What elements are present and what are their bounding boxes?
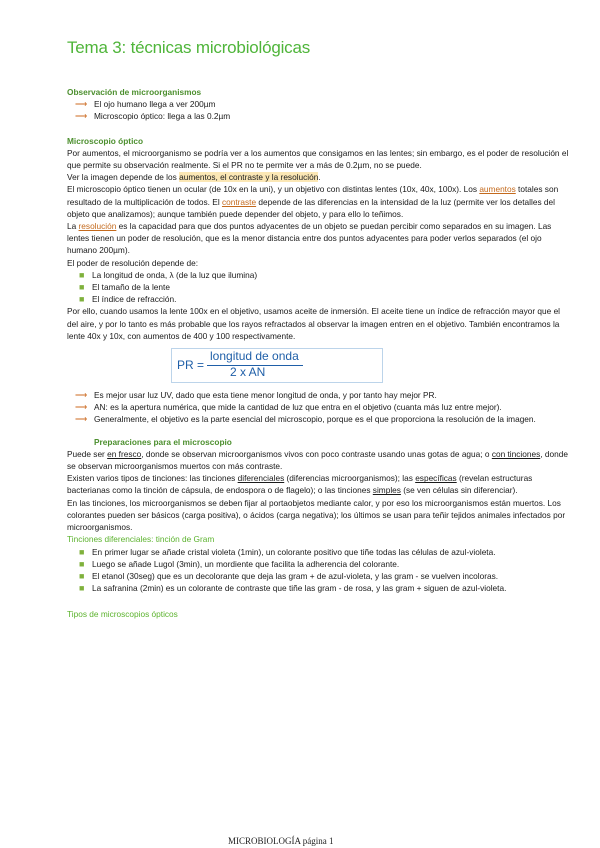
paragraph: Puede ser en fresco, donde se observan microorganismos vivos con poco contraste usando unas gotas de agua; o con tinciones, donde se observan microorganismos muertos con más contraste. — [67, 448, 568, 472]
arrow-list-item: ⟶ Es mejor usar luz UV, dado que esta tiene menor longitud de onda, y por tanto hay mejor PR. — [75, 390, 437, 401]
formula-lhs: PR = — [177, 358, 205, 373]
paragraph: Ver la imagen depende de los aumentos, el contraste y la resolución. — [67, 172, 321, 183]
bullet-list-item: ■ El índice de refracción. — [79, 294, 177, 305]
resolution-formula — [171, 348, 383, 383]
page-title: Tema 3: técnicas microbiológicas — [67, 38, 311, 57]
page-footer: MICROBIOLOGÍA página 1 — [228, 836, 334, 846]
bullet-list-item: ■ Luego se añade Lugol (3min), un mordiente que facilita la adherencia del colorante. — [79, 558, 400, 569]
bullet-list-item: ■ La longitud de onda, λ (de la luz que ilumina) — [79, 269, 258, 280]
formula-denominator: 2 x AN — [230, 365, 266, 380]
underlined-term: con tinciones — [491, 448, 541, 459]
underlined-term: aumentos — [479, 184, 516, 195]
section-heading-observacion: Observación de microorganismos — [67, 87, 202, 97]
section-heading-gram: Tinciones diferenciales: tinción de Gram — [67, 534, 215, 545]
bullet-icon: ■ — [79, 294, 85, 305]
arrow-list-item: ⟶ AN: es la apertura numérica, que mide la cantidad de luz que entra en el objetivo (cuanta más luz entre mejor). — [75, 402, 502, 413]
bullet-list-item: ■ La safranina (2min) es un colorante de contraste que tiñe las gram - de rosa, y las gram + siguen de azul-violeta. — [79, 583, 507, 594]
underlined-term: contraste — [221, 196, 257, 207]
underlined-term: diferenciales — [237, 473, 285, 484]
arrow-list-item: ⟶ Generalmente, el objetivo es la parte esencial del microscopio, porque es el que proporciona la resolución de la imagen. — [75, 414, 536, 425]
section-heading-tipos: Tipos de microscopios ópticos — [67, 609, 178, 620]
arrow-icon: ⟶ — [75, 99, 87, 110]
paragraph: Por ello, cuando usamos la lente 100x en el objetivo, usamos aceite de inmersión. El aceite tiene un índice de refracción mayor que el del aire, y por lo tanto es más probable que los rayos refractados al observar la imagen entren en el objetivo. También encontramos la lente 40x y 10x, con aumentos de 400 y 100 respectivamente. — [67, 306, 561, 341]
section-heading-microscopio: Microscopio óptico — [67, 135, 144, 146]
arrow-icon: ⟶ — [75, 414, 87, 425]
document-body — [67, 86, 572, 621]
arrow-list-item: ⟶ El ojo humano llega a ver 200µm — [75, 99, 216, 110]
arrow-list-item: ⟶ Microscopio óptico: llega a las 0.2µm — [75, 111, 231, 122]
bullet-icon: ■ — [79, 583, 85, 594]
underlined-term: en fresco — [107, 448, 142, 459]
underlined-term: específicas — [415, 473, 457, 484]
paragraph: Por aumentos, el microorganismo se podría ver a los aumentos que consigamos en las lentes; sin embargo, es el poder de resolución el que permite su observación realmente. Si el PR no te permite ver a más de 0.2µm, no se puede. — [67, 147, 569, 171]
bullet-icon: ■ — [79, 282, 85, 293]
arrow-icon: ⟶ — [75, 111, 87, 122]
underlined-term: resolución — [78, 221, 117, 232]
paragraph: El poder de resolución depende de: — [67, 257, 199, 268]
formula-numerator: longitud de onda — [210, 349, 299, 364]
highlighted-text: aumentos, el contraste y la resolución — [179, 172, 319, 183]
paragraph: Existen varios tipos de tinciones: las tinciones diferenciales (diferencias microorganismos); las específicas (revelan estructuras bacterianas como la tinción de cápsula, de endospora o de flagelo); o las tinciones simples (se ven células sin diferenciar). — [67, 473, 533, 496]
section-heading-preparaciones: Preparaciones para el microscopio — [94, 436, 232, 447]
bullet-list-item: ■ En primer lugar se añade cristal violeta (1min), un colorante positivo que tiñe todas las células de azul-violeta. — [79, 546, 496, 557]
bullet-list-item: ■ El tamaño de la lente — [79, 282, 170, 293]
paragraph: La resolución es la capacidad para que dos puntos adyacentes de un objeto se puedan percibir como separados en su imagen. Las lentes tienen un poder de resolución, que es la menor distancia entre dos puntos adyacentes para poder verlos separados (el ojo humano 200µm). — [67, 221, 552, 256]
bullet-icon: ■ — [79, 269, 85, 280]
arrow-icon: ⟶ — [75, 402, 87, 413]
paragraph: En las tinciones, los microorganismos se deben fijar al portaobjetos mediante calor, y por eso los microorganismos están muertos. Los colorantes pueden ser básicos (carga positiva), o ácidos (carga negativa); los últimos se usan para teñir tejidos animales infectados por microorganismos. — [67, 497, 566, 533]
underlined-term: simples — [372, 485, 401, 496]
bullet-icon: ■ — [79, 570, 85, 581]
bullet-icon: ■ — [79, 546, 85, 557]
bullet-icon: ■ — [79, 558, 85, 569]
arrow-icon: ⟶ — [75, 390, 87, 401]
paragraph: El microscopio óptico tienen un ocular (de 10x en la uni), y un objetivo con distintas lentes (10x, 40x, 100x). Los aumentos totales son resultado de la multiplicación de todos. El contraste depende de las diferencias en la intensidad de la luz (permite ver los detalles del objeto que analizamos); aunque también puede depender del objeto, y para ello lo teñimos. — [67, 184, 559, 219]
bullet-list-item: ■ El etanol (30seg) que es un decolorante que deja las gram + de azul-violeta, y las gram - se vuelven incoloras. — [79, 570, 499, 581]
